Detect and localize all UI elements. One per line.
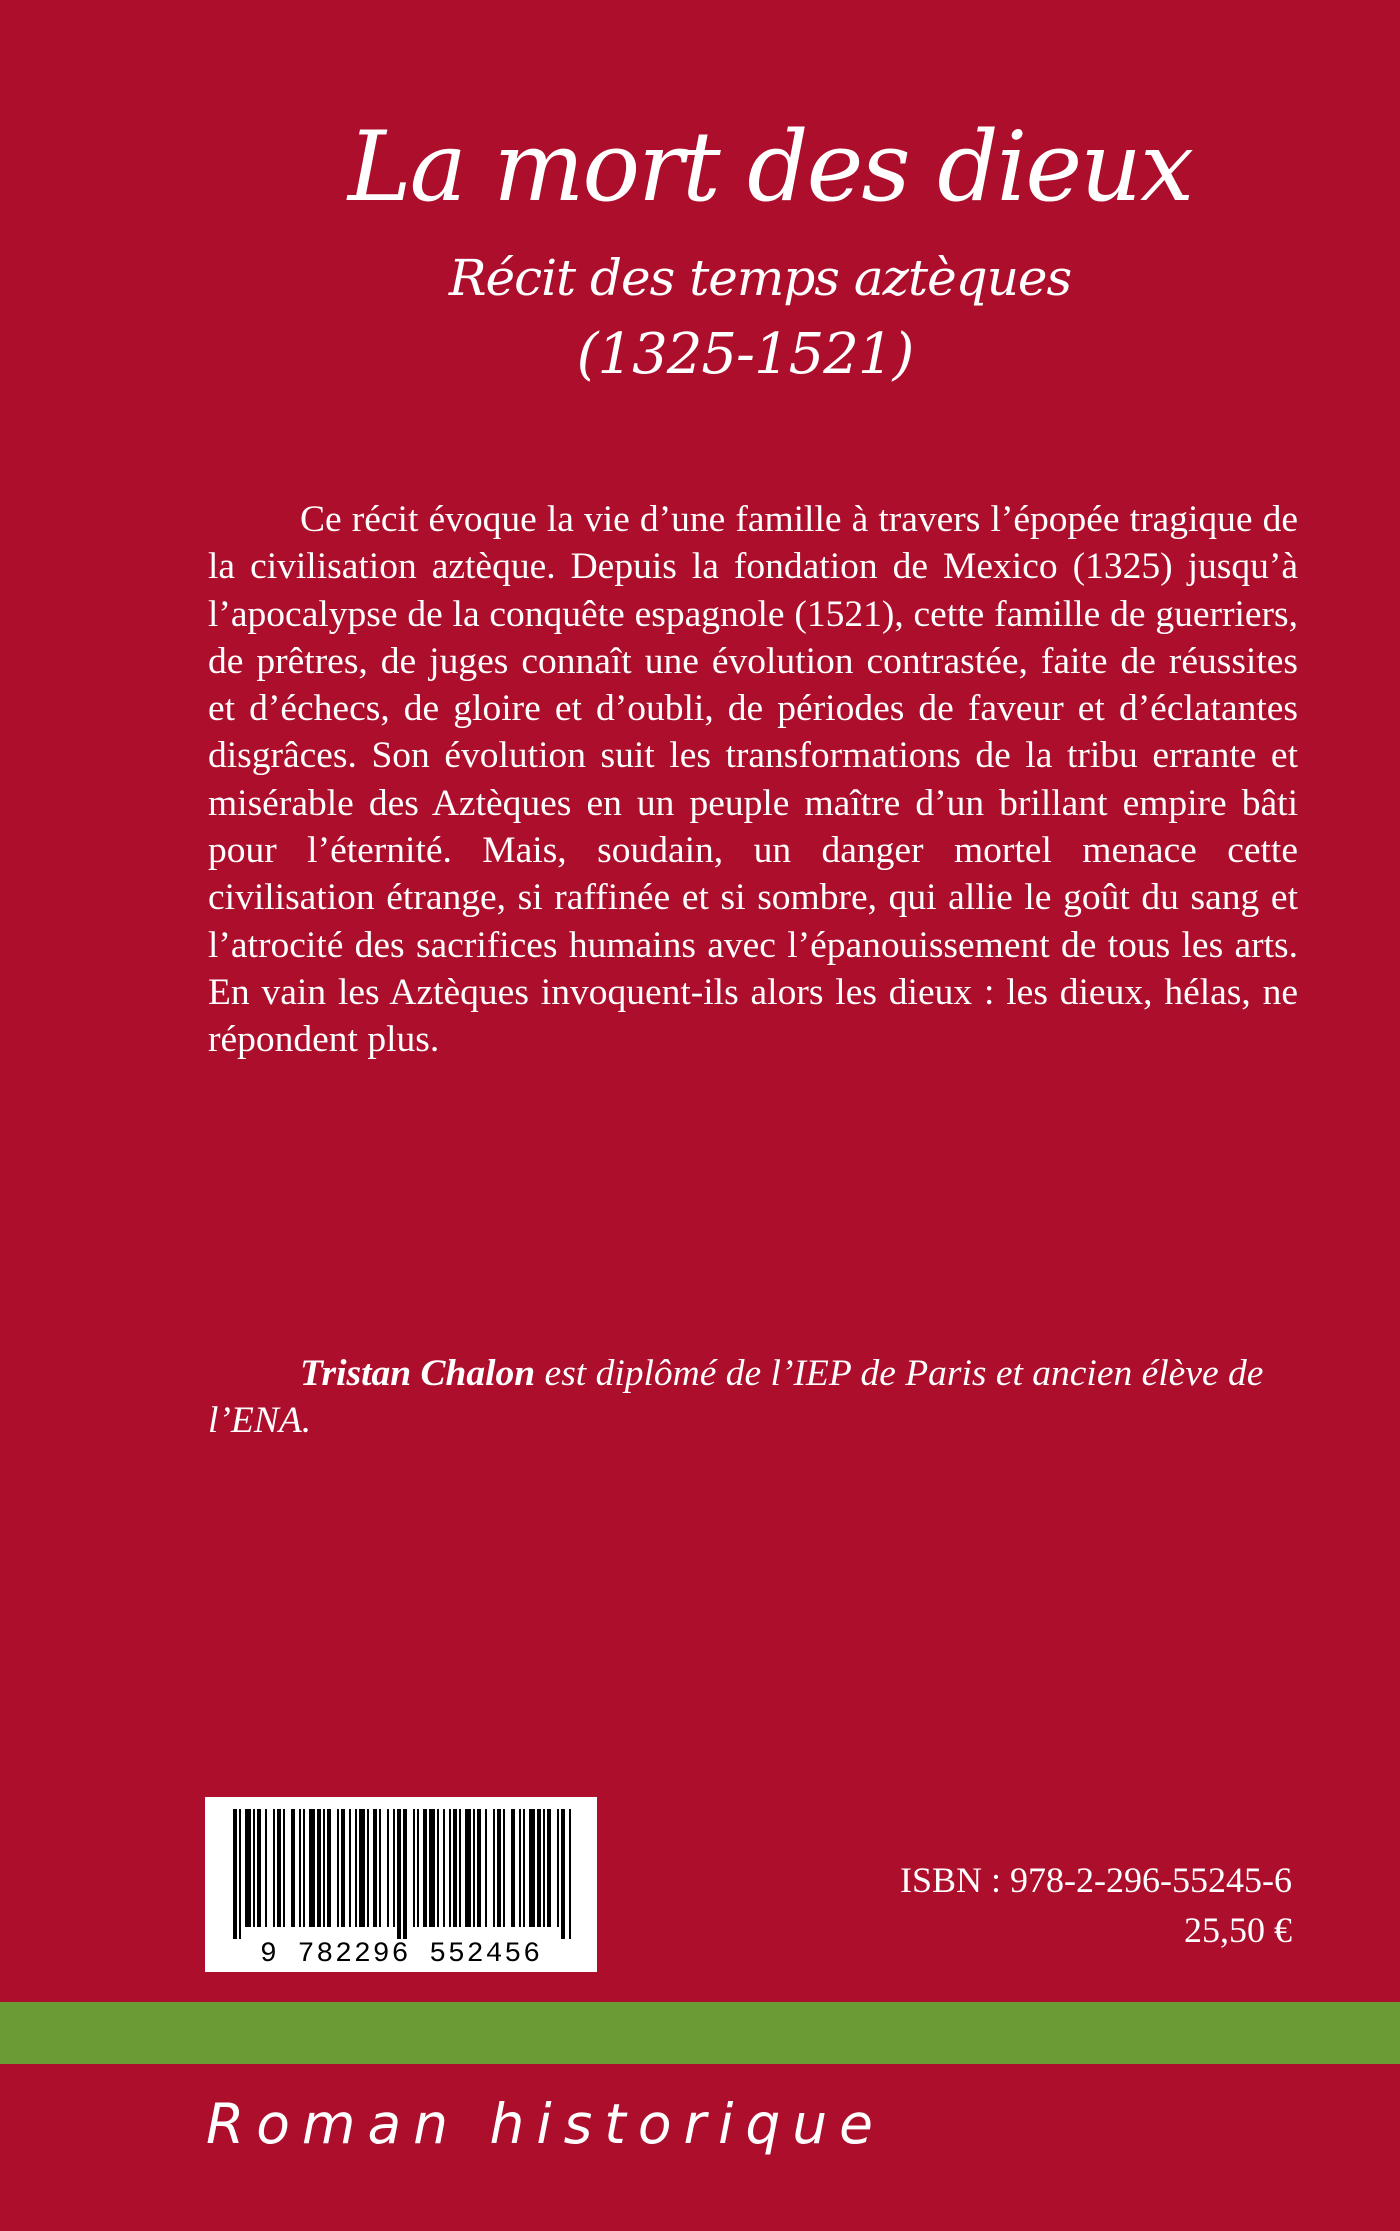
barcode-bar	[233, 1809, 237, 1939]
barcode-bar	[465, 1809, 471, 1927]
barcode-bar	[473, 1809, 475, 1927]
book-subtitle: Récit des temps aztèques	[448, 249, 1072, 307]
barcode-bar	[543, 1809, 545, 1927]
barcode-bar	[349, 1809, 351, 1927]
barcode-bar	[557, 1809, 559, 1927]
barcode-bar	[393, 1809, 395, 1927]
barcode-bar	[283, 1809, 285, 1927]
barcode-bar	[429, 1809, 435, 1927]
barcode-bar	[291, 1809, 295, 1927]
barcode-digits: 9 782296 552456	[259, 1939, 543, 1970]
barcode-bar	[547, 1809, 551, 1927]
author-note	[208, 1350, 1298, 1445]
barcode-bar	[485, 1809, 487, 1927]
barcode-bar	[355, 1809, 357, 1927]
barcode-bar	[523, 1809, 525, 1927]
barcode-bar	[373, 1809, 377, 1927]
barcode-bar	[449, 1809, 451, 1927]
barcode-bar	[437, 1809, 439, 1927]
barcode-bar	[561, 1809, 565, 1939]
barcode-bar	[341, 1809, 345, 1927]
isbn-number: ISBN : 978-2-296-55245-6	[900, 1860, 1292, 1900]
barcode-bar	[359, 1809, 365, 1927]
book-dates: (1325-1521)	[576, 322, 914, 387]
barcode-bar	[323, 1809, 325, 1927]
barcode-bar	[239, 1809, 241, 1939]
barcode-bar	[519, 1809, 521, 1927]
barcode-bar	[303, 1809, 305, 1927]
barcode-bar	[245, 1809, 251, 1927]
barcode-graphic	[205, 1797, 597, 1972]
barcode-bar	[253, 1809, 255, 1927]
summary-paragraph: Ce récit évoque la vie d’une famille à travers l’épopée tragique de la civilisation aztèque. Depuis la fondation de Mexico (1325) jusqu’à l’apocalypse de la conquête espagnole (1521), cette famille de guerriers, de prêtres, de juges connaît une évolution contrastée, faite de réussites et d’échecs, de gloire et d’oubli, de périodes de faveur et d’éclatantes disgrâces. Son évolution suit les transformations de la tribu errante et misérable des Aztèques en un peuple maître d’un brillant empire bâti pour l’éternité. Mais, soudain, un danger mortel menace cette civilisation étrange, si raffinée et si sombre, qui allie le goût du sang et l’atrocité des sacrifices humains avec l’épanouissement de tous les arts. En vain les Aztèques invoquent-ils alors les dieux : les dieux, hélas, ne répondent plus.	[208, 499, 1298, 1061]
genre-band	[0, 2002, 1400, 2231]
barcode-bar	[317, 1809, 321, 1927]
barcode-bar	[569, 1809, 571, 1939]
barcode-bar	[529, 1809, 535, 1927]
barcode-bar	[453, 1809, 457, 1927]
barcode-bar	[273, 1809, 275, 1927]
barcode-bar	[327, 1809, 331, 1927]
barcode-bar	[413, 1809, 415, 1927]
barcode-bar	[379, 1809, 381, 1927]
barcode-bar	[503, 1809, 505, 1927]
barcode-bar	[309, 1809, 315, 1927]
price: 25,50 €	[1184, 1910, 1292, 1950]
barcode-bar	[387, 1809, 389, 1927]
barcode-bar	[299, 1809, 301, 1927]
isbn-block	[900, 1855, 1292, 1955]
barcode-bar	[511, 1809, 515, 1927]
barcode-bar	[337, 1809, 339, 1927]
barcode-bar	[493, 1809, 495, 1927]
barcode-bar	[367, 1809, 369, 1927]
author-name: Tristan Chalon	[300, 1353, 536, 1394]
barcode-bar	[397, 1809, 401, 1939]
book-title: La mort des dieux	[347, 111, 1193, 223]
barcode-bar	[537, 1809, 541, 1927]
author-bio: est diplômé de l’IEP de Paris et ancien élève de l’ENA.	[208, 1353, 1264, 1442]
genre-label: Roman historique	[206, 2092, 885, 2156]
barcode-bar	[459, 1809, 461, 1927]
barcode-bar	[417, 1809, 419, 1927]
barcode-bar	[497, 1809, 501, 1927]
green-strip	[0, 2002, 1400, 2064]
barcode	[205, 1797, 597, 1972]
barcode-bar	[277, 1809, 281, 1927]
barcode-bar	[423, 1809, 427, 1927]
barcode-bar	[257, 1809, 261, 1927]
barcode-bar	[403, 1809, 407, 1939]
barcode-bar	[477, 1809, 481, 1927]
barcode-bar	[265, 1809, 267, 1927]
barcode-bar	[443, 1809, 445, 1927]
